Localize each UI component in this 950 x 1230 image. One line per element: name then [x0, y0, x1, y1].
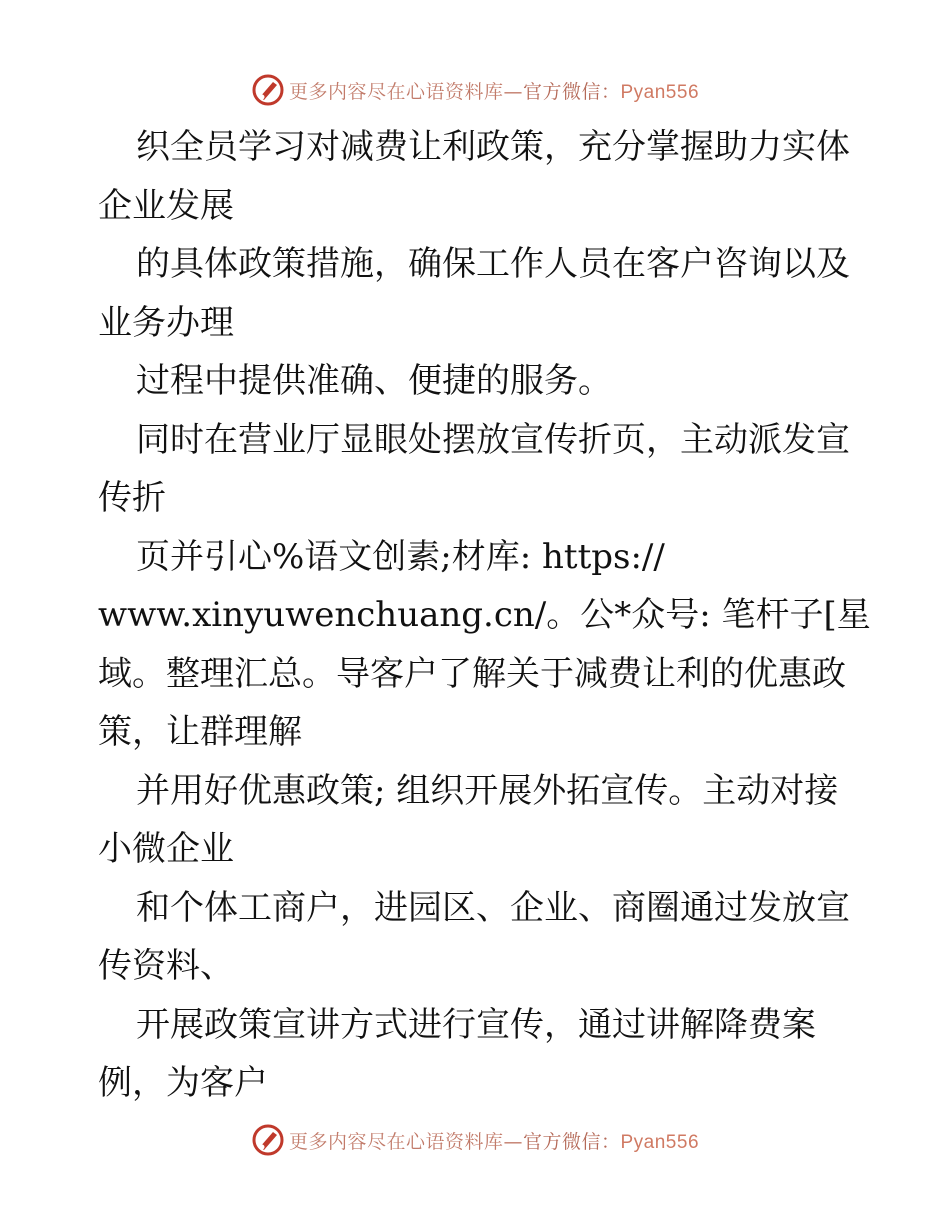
document-body [98, 118, 871, 1113]
banner-separator: — [503, 80, 523, 103]
text-line: 业务办理 [98, 302, 234, 343]
text-line: 策，让群理解 [98, 712, 302, 752]
text-line: 并用好优惠政策; 组织开展外拓宣传。主动对接 [136, 770, 839, 811]
banner-site-text: 更多内容尽在心语资料库 [288, 80, 504, 103]
banner-wechat-label: 官方微信： [522, 80, 621, 103]
text-line: 和个体工商户，进园区、企业、商圈通过发放宣 [136, 887, 850, 928]
text-line: 传折 [98, 478, 166, 518]
text-line: 页并引心%语文创素;材库: https:// [136, 536, 665, 577]
text-line: www.xinyuwenchuang.cn/。公*众号: 笔杆子[星 [98, 595, 871, 635]
banner-site-text: 更多内容尽在心语资料库 [288, 1130, 504, 1153]
text-line: 例，为客户 [98, 1063, 268, 1103]
text-line: 开展政策宣讲方式进行宣传，通过讲解降费案 [136, 1004, 816, 1045]
banner-wechat-id: Pyan556 [620, 81, 700, 103]
banner-text [289, 1127, 699, 1154]
text-line: 传资料、 [98, 946, 234, 986]
banner-separator: — [503, 1130, 523, 1153]
red-pen-circle-icon [251, 1123, 285, 1157]
header-watermark-banner [0, 70, 950, 110]
text-line: 域。整理汇总。导客户了解关于减费让利的优惠政 [98, 653, 846, 694]
text-line: 织全员学习对减费让利政策，充分掌握助力实体 [136, 127, 850, 167]
text-line: 小微企业 [98, 829, 234, 869]
banner-wechat-label: 官方微信： [522, 1130, 621, 1153]
text-line: 过程中提供准确、便捷的服务。 [136, 361, 612, 401]
red-pen-circle-icon [251, 73, 285, 107]
text-line: 企业发展 [98, 185, 234, 226]
footer-watermark-banner [0, 1120, 950, 1160]
text-line: 同时在营业厅显眼处摆放宣传折页，主动派发宣 [136, 419, 850, 460]
banner-wechat-id: Pyan556 [620, 1131, 700, 1153]
banner-text [289, 77, 699, 104]
text-line: 的具体政策措施，确保工作人员在客户咨询以及 [136, 244, 850, 284]
